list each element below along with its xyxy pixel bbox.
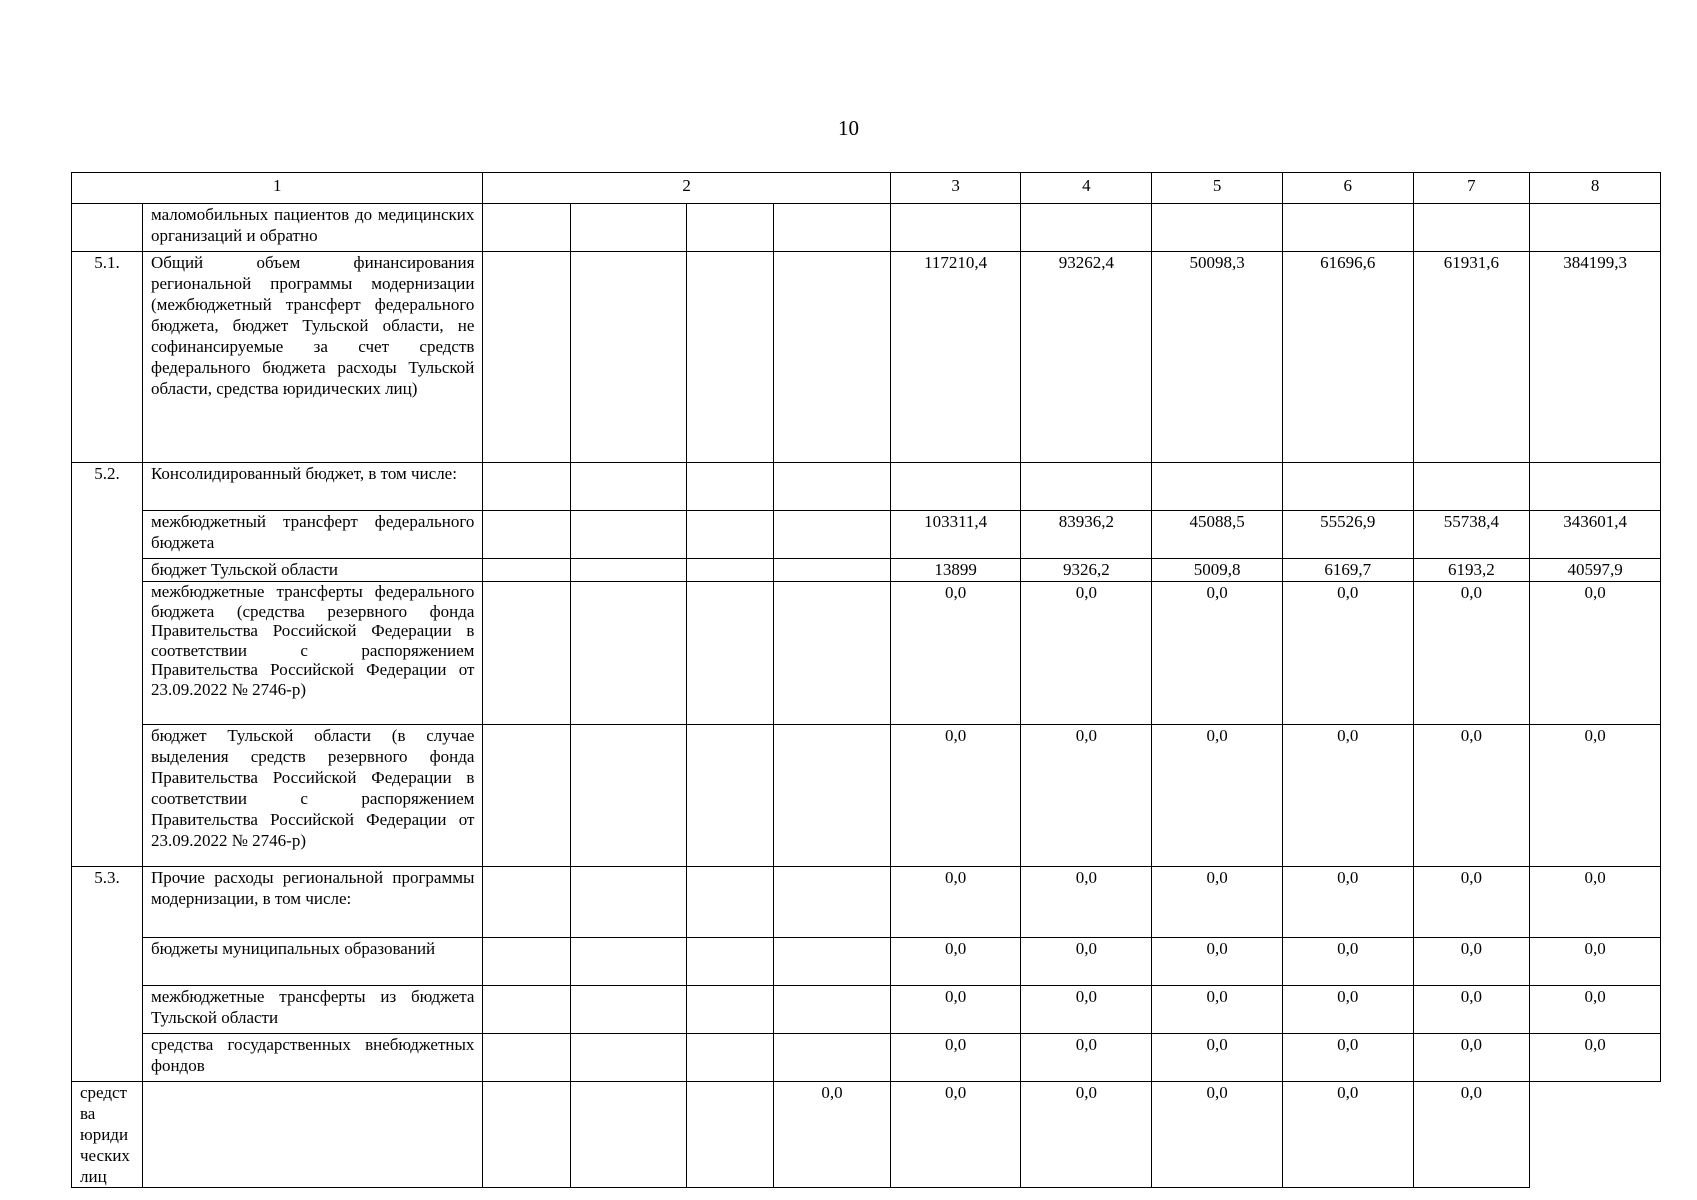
empty-cell xyxy=(570,725,687,867)
budget-table xyxy=(71,172,1661,1188)
empty-cell xyxy=(774,582,891,725)
empty-cell xyxy=(483,867,570,938)
value-cell: 0,0 xyxy=(1413,1034,1530,1082)
value-cell: 5009,8 xyxy=(1152,559,1283,582)
value-cell: 0,0 xyxy=(890,582,1021,725)
value-cell: 117210,4 xyxy=(890,252,1021,463)
value-cell: 40597,9 xyxy=(1530,559,1661,582)
value-cell: 0,0 xyxy=(1021,725,1152,867)
empty-cell xyxy=(774,867,891,938)
column-header-3: 3 xyxy=(890,173,1021,204)
value-cell: 9326,2 xyxy=(1021,559,1152,582)
value-cell: 93262,4 xyxy=(1021,252,1152,463)
table-row xyxy=(72,725,1661,867)
row-description: бюджет Тульской области (в случае выделения средств резервного фонда Правительства Российской Федерации в соответствии с распоряжением Правительства Российской Федерации от 23.09.2022 № 2746-р) xyxy=(142,725,482,867)
column-header-1: 1 xyxy=(72,173,483,204)
table-row xyxy=(72,1034,1661,1082)
row-code xyxy=(72,204,143,252)
value-cell xyxy=(1152,204,1283,252)
value-cell: 0,0 xyxy=(890,725,1021,867)
value-cell: 61931,6 xyxy=(1413,252,1530,463)
empty-cell xyxy=(483,559,570,582)
value-cell: 0,0 xyxy=(890,1034,1021,1082)
value-cell: 0,0 xyxy=(1413,938,1530,986)
row-description: бюджеты муниципальных образований xyxy=(142,938,482,986)
value-cell: 45088,5 xyxy=(1152,511,1283,559)
row-description: бюджет Тульской области xyxy=(142,559,482,582)
empty-cell xyxy=(774,1034,891,1082)
value-cell: 6193,2 xyxy=(1413,559,1530,582)
empty-cell xyxy=(483,1034,570,1082)
empty-cell xyxy=(687,1034,774,1082)
empty-cell xyxy=(483,1082,570,1188)
value-cell: 0,0 xyxy=(1152,867,1283,938)
empty-cell xyxy=(483,938,570,986)
value-cell: 55526,9 xyxy=(1282,511,1413,559)
value-cell: 0,0 xyxy=(1413,986,1530,1034)
value-cell: 0,0 xyxy=(1152,938,1283,986)
value-cell xyxy=(1021,463,1152,511)
value-cell: 0,0 xyxy=(1152,725,1283,867)
empty-cell xyxy=(570,559,687,582)
value-cell: 0,0 xyxy=(1282,986,1413,1034)
empty-cell xyxy=(774,204,891,252)
value-cell: 83936,2 xyxy=(1021,511,1152,559)
value-cell: 0,0 xyxy=(890,1082,1021,1188)
empty-cell xyxy=(570,204,687,252)
value-cell: 0,0 xyxy=(1413,582,1530,725)
value-cell xyxy=(1413,204,1530,252)
empty-cell xyxy=(570,938,687,986)
empty-cell xyxy=(570,1034,687,1082)
empty-cell xyxy=(687,938,774,986)
empty-cell xyxy=(142,1082,482,1188)
value-cell: 0,0 xyxy=(1021,1082,1152,1188)
value-cell xyxy=(1282,204,1413,252)
row-description: межбюджетные трансферты из бюджета Тульской области xyxy=(142,986,482,1034)
table-row xyxy=(72,986,1661,1034)
empty-cell xyxy=(483,986,570,1034)
row-description: средства юридических лиц xyxy=(72,1082,143,1188)
empty-cell xyxy=(483,204,570,252)
value-cell: 0,0 xyxy=(1282,938,1413,986)
empty-cell xyxy=(570,867,687,938)
empty-cell xyxy=(483,463,570,511)
value-cell: 103311,4 xyxy=(890,511,1021,559)
value-cell: 0,0 xyxy=(1282,867,1413,938)
value-cell: 0,0 xyxy=(890,867,1021,938)
empty-cell xyxy=(774,725,891,867)
table-row xyxy=(72,867,1661,938)
table-row xyxy=(72,1082,1661,1188)
table-row xyxy=(72,559,1661,582)
value-cell: 0,0 xyxy=(890,986,1021,1034)
empty-cell xyxy=(687,463,774,511)
table-row xyxy=(72,511,1661,559)
empty-cell xyxy=(687,986,774,1034)
column-header-6: 6 xyxy=(1282,173,1413,204)
empty-cell xyxy=(774,511,891,559)
value-cell: 0,0 xyxy=(1021,867,1152,938)
value-cell xyxy=(1021,204,1152,252)
empty-cell xyxy=(570,463,687,511)
value-cell: 6169,7 xyxy=(1282,559,1413,582)
empty-cell xyxy=(570,252,687,463)
value-cell: 0,0 xyxy=(1530,582,1661,725)
value-cell: 55738,4 xyxy=(1413,511,1530,559)
value-cell: 0,0 xyxy=(1413,725,1530,867)
row-description: межбюджетные трансферты федерального бюджета (средства резервного фонда Правительства Российской Федерации в соответствии с распоряжением Правительства Российской Федерации от 23.09.2022 № 2746-р) xyxy=(142,582,482,725)
table-row xyxy=(72,252,1661,463)
empty-cell xyxy=(774,986,891,1034)
empty-cell xyxy=(687,559,774,582)
empty-cell xyxy=(570,582,687,725)
row-description: межбюджетный трансферт федерального бюджета xyxy=(142,511,482,559)
value-cell: 0,0 xyxy=(1530,725,1661,867)
value-cell: 0,0 xyxy=(1021,986,1152,1034)
value-cell xyxy=(890,204,1021,252)
value-cell xyxy=(890,463,1021,511)
value-cell: 0,0 xyxy=(1530,986,1661,1034)
value-cell xyxy=(1530,204,1661,252)
row-description: Прочие расходы региональной программы модернизации, в том числе: xyxy=(142,867,482,938)
value-cell: 13899 xyxy=(890,559,1021,582)
value-cell: 0,0 xyxy=(1282,582,1413,725)
empty-cell xyxy=(483,582,570,725)
empty-cell xyxy=(570,1082,687,1188)
value-cell: 343601,4 xyxy=(1530,511,1661,559)
value-cell: 0,0 xyxy=(1152,986,1283,1034)
empty-cell xyxy=(774,938,891,986)
empty-cell xyxy=(483,511,570,559)
empty-cell xyxy=(774,463,891,511)
column-header-7: 7 xyxy=(1413,173,1530,204)
value-cell: 0,0 xyxy=(1282,1082,1413,1188)
column-header-8: 8 xyxy=(1530,173,1661,204)
value-cell: 0,0 xyxy=(1152,1034,1283,1082)
empty-cell xyxy=(687,725,774,867)
empty-cell xyxy=(687,1082,774,1188)
value-cell: 0,0 xyxy=(1413,867,1530,938)
column-header-2: 2 xyxy=(483,173,890,204)
empty-cell xyxy=(774,559,891,582)
value-cell: 0,0 xyxy=(1530,938,1661,986)
empty-cell xyxy=(774,252,891,463)
value-cell: 0,0 xyxy=(1282,1034,1413,1082)
row-description: Консолидированный бюджет, в том числе: xyxy=(142,463,482,511)
table-row xyxy=(72,204,1661,252)
page-number: 10 xyxy=(838,116,859,140)
row-code: 5.3. xyxy=(72,867,143,1082)
value-cell: 0,0 xyxy=(774,1082,891,1188)
value-cell: 0,0 xyxy=(890,938,1021,986)
value-cell xyxy=(1413,463,1530,511)
row-description: средства государственных внебюджетных фондов xyxy=(142,1034,482,1082)
value-cell: 61696,6 xyxy=(1282,252,1413,463)
value-cell: 0,0 xyxy=(1413,1082,1530,1188)
value-cell xyxy=(1152,463,1283,511)
empty-cell xyxy=(687,204,774,252)
empty-cell xyxy=(687,252,774,463)
row-code: 5.1. xyxy=(72,252,143,463)
empty-cell xyxy=(687,582,774,725)
value-cell: 384199,3 xyxy=(1530,252,1661,463)
row-code: 5.2. xyxy=(72,463,143,867)
empty-cell xyxy=(570,986,687,1034)
table-row xyxy=(72,582,1661,725)
value-cell xyxy=(1530,463,1661,511)
empty-cell xyxy=(687,511,774,559)
value-cell: 0,0 xyxy=(1021,1034,1152,1082)
value-cell: 0,0 xyxy=(1152,1082,1283,1188)
value-cell: 50098,3 xyxy=(1152,252,1283,463)
empty-cell xyxy=(687,867,774,938)
value-cell xyxy=(1282,463,1413,511)
empty-cell xyxy=(570,511,687,559)
value-cell: 0,0 xyxy=(1021,938,1152,986)
value-cell: 0,0 xyxy=(1021,582,1152,725)
column-header-4: 4 xyxy=(1021,173,1152,204)
empty-cell xyxy=(483,725,570,867)
empty-cell xyxy=(483,252,570,463)
value-cell: 0,0 xyxy=(1530,1034,1661,1082)
table-row xyxy=(72,463,1661,511)
value-cell: 0,0 xyxy=(1152,582,1283,725)
table-header-row xyxy=(72,173,1661,204)
table-row xyxy=(72,938,1661,986)
value-cell: 0,0 xyxy=(1282,725,1413,867)
value-cell: 0,0 xyxy=(1530,867,1661,938)
column-header-5: 5 xyxy=(1152,173,1283,204)
row-description: маломобильных пациентов до медицинских организаций и обратно xyxy=(142,204,482,252)
row-description: Общий объем финансирования региональной программы модернизации (межбюджетный трансферт федерального бюджета, бюджет Тульской области, не софинансируемые за счет средств федерального бюджета расходы Тульской области, средства юридических лиц) xyxy=(142,252,482,463)
